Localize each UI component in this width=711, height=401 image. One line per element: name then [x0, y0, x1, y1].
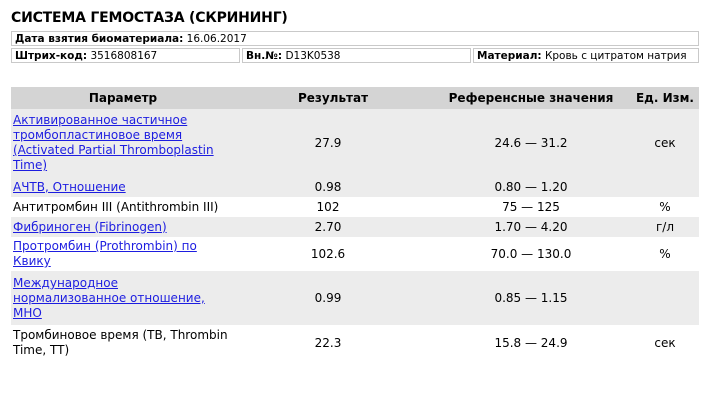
result-cell: 0.98	[235, 177, 431, 197]
results-header-row	[11, 87, 699, 109]
ref-cell: 15.8 — 24.9	[494, 335, 568, 350]
info-row-date	[11, 31, 699, 46]
param-cell: Тромбиновое время (TB, Thrombin Time, TT)	[13, 328, 228, 357]
table-row	[11, 237, 699, 271]
table-row	[11, 217, 699, 237]
result-cell: 22.3	[314, 335, 342, 350]
param-link-aptt-ratio[interactable]: АЧТВ, Отношение	[13, 179, 126, 194]
table-row	[11, 271, 699, 325]
ref-cell: 75 — 125	[502, 199, 560, 214]
param-link-prothrombin[interactable]: Протромбин (Prothrombin) по Квику	[13, 239, 197, 268]
ref-cell: 70.0 — 130.0	[490, 246, 572, 261]
unit-cell: сек	[654, 335, 676, 350]
barcode-cell	[11, 48, 240, 63]
unit-cell	[631, 271, 699, 325]
result-cell: 27.9	[235, 109, 431, 177]
result-cell: 102	[316, 199, 340, 214]
result-cell: 102.6	[310, 246, 346, 261]
ref-cell: 0.85 — 1.15	[431, 271, 631, 325]
internal-number-label: Вн.№:	[246, 50, 283, 62]
result-cell: 2.70	[235, 217, 431, 237]
header-unit: Ед. Изм.	[631, 87, 699, 109]
param-cell	[11, 237, 235, 271]
param-cell	[11, 109, 235, 177]
ref-cell: 24.6 — 31.2	[431, 109, 631, 177]
internal-number-cell	[242, 48, 471, 63]
header-result: Результат	[235, 87, 431, 109]
param-cell	[11, 271, 235, 325]
param-link-aptt[interactable]: Активированное частичное тромбопластиновое время (Activated Partial Thromboplastin Time)	[13, 113, 214, 172]
ref-cell: 1.70 — 4.20	[431, 217, 631, 237]
barcode-label: Штрих-код:	[15, 50, 88, 62]
date-cell	[11, 31, 699, 46]
table-row	[11, 177, 699, 197]
material-cell	[473, 48, 699, 63]
param-link-inr[interactable]: Международное нормализованное отношение, МНО	[13, 275, 205, 320]
material-value: Кровь с цитратом натрия	[544, 50, 687, 62]
table-row	[11, 109, 699, 177]
unit-cell: %	[659, 199, 671, 214]
param-cell: Антитромбин III (Antithrombin III)	[13, 199, 219, 214]
report-title: СИСТЕМА ГЕМОСТАЗА (СКРИНИНГ)	[11, 10, 288, 26]
header-param: Параметр	[11, 87, 235, 109]
date-label: Дата взятия биоматериала:	[15, 33, 184, 45]
unit-cell: г/л	[631, 217, 699, 237]
results-table	[11, 87, 699, 361]
unit-cell	[631, 177, 699, 197]
date-value: 16.06.2017	[186, 33, 247, 45]
ref-cell: 0.80 — 1.20	[431, 177, 631, 197]
param-cell	[11, 217, 235, 237]
unit-cell: сек	[631, 109, 699, 177]
material-label: Материал:	[477, 50, 542, 62]
unit-cell: %	[659, 246, 671, 261]
internal-number-value: D13K0538	[285, 50, 341, 62]
barcode-value: 3516808167	[90, 50, 158, 62]
report-page	[11, 8, 699, 357]
info-row-ids	[11, 48, 699, 63]
table-row	[11, 325, 699, 361]
param-cell	[11, 177, 235, 197]
table-row	[11, 197, 699, 217]
result-cell: 0.99	[235, 271, 431, 325]
param-link-fibrinogen[interactable]: Фибриноген (Fibrinogen)	[13, 219, 167, 234]
header-ref: Референсные значения	[431, 87, 631, 109]
